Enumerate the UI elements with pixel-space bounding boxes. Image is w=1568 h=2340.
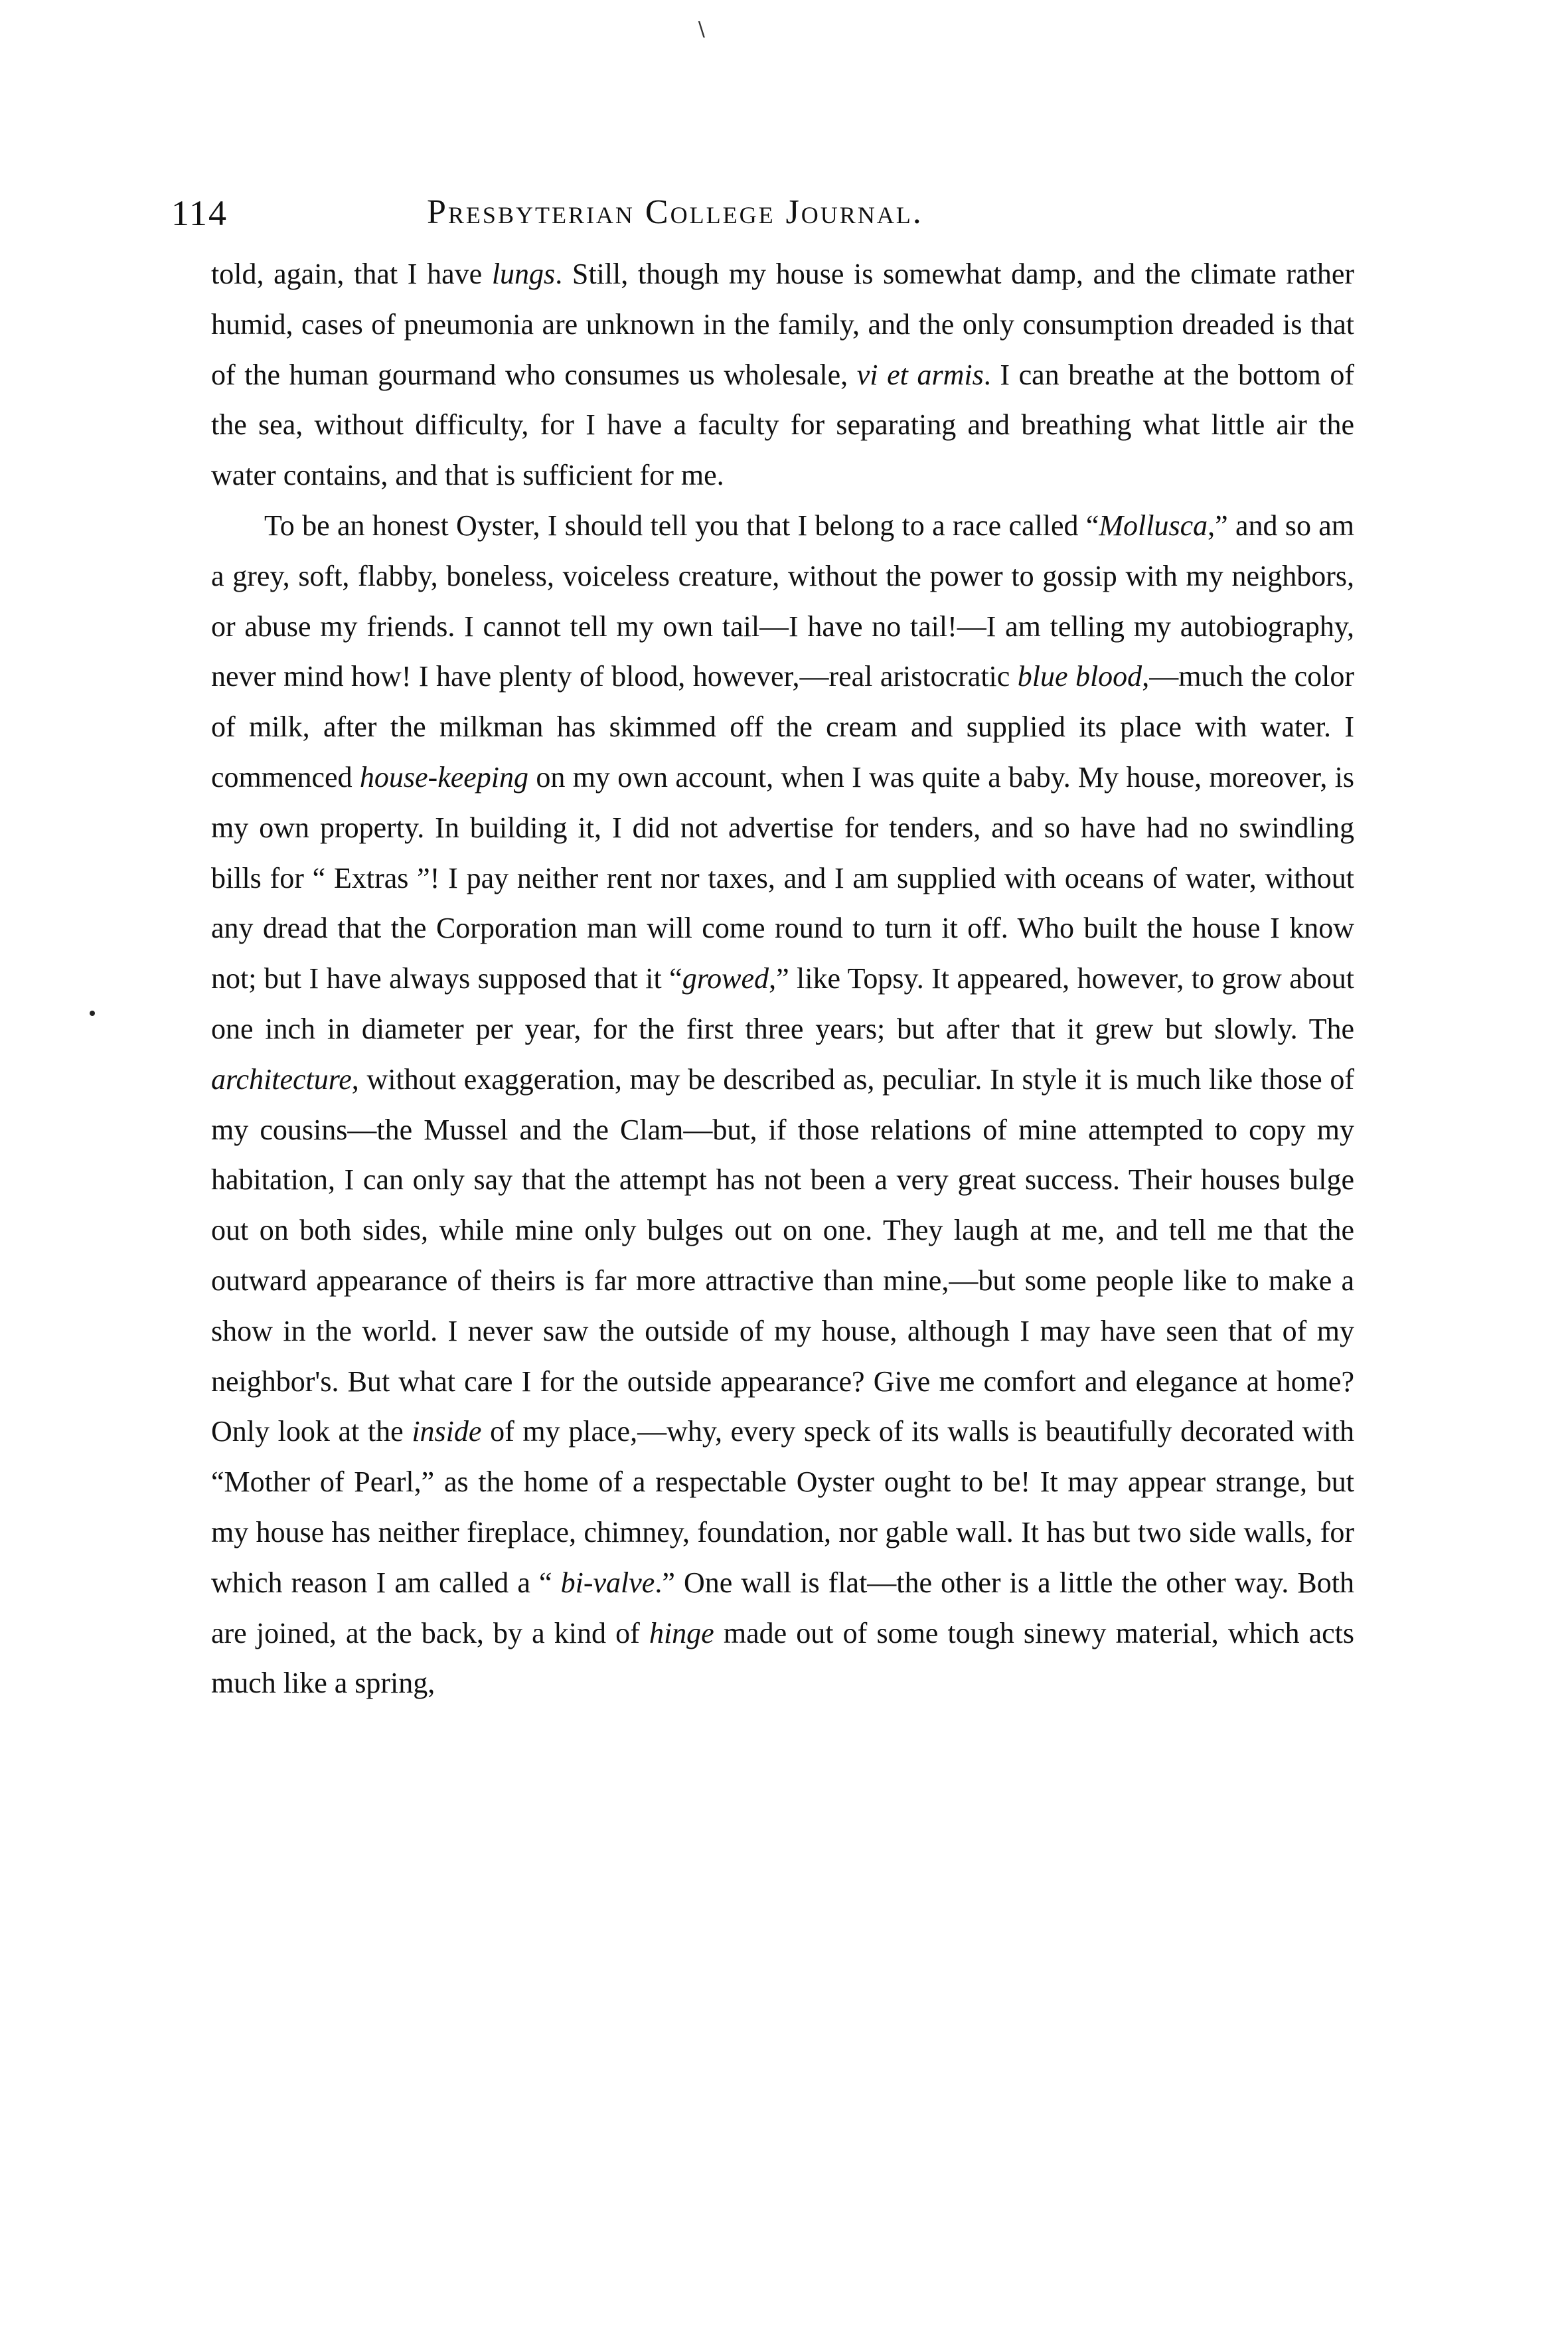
text-run: told, again, that I have xyxy=(211,258,492,290)
text-run: To be an honest Oyster, I should tell you that I belong to a race called “ xyxy=(264,509,1099,542)
stray-ink-mark: ∖ xyxy=(694,19,708,41)
italic-text: growed xyxy=(682,962,769,995)
margin-dot xyxy=(90,1011,95,1016)
text-run: , without exaggeration, may be described as, peculiar. In style it is much like those of my cousins—the Mussel and the Clam—but, if those relations of mine attempted to copy my habitation, I can only say that the attempt has not been a very great success. Their houses bulge out on both sides, while mine only bulges out on one. They laugh at me, and tell me that the outward appearance of theirs is far more attractive than mine,—but some people like to make a show in the world. I never saw the outside of my house, although I may have seen that of my neighbor's. But what care I for the outside appearance? Give me comfort and elegance at home? Only look at the xyxy=(211,1062,1354,1448)
italic-text: blue blood xyxy=(1017,660,1142,693)
text-run: ,” and so am a grey, soft, flabby, boneless, voiceless creature, without the power to gossip with my neighbors, or abuse my friends. I cannot tell my own tail—I have no tail!—I am telling my autobiography, never mind how! I have plenty of blood, however,—real aristocratic xyxy=(211,509,1355,693)
italic-text: lungs xyxy=(491,258,556,290)
italic-text: architecture xyxy=(211,1062,352,1096)
page-header xyxy=(171,193,1101,246)
text-run: .” One wall is flat—the other is a little the other way. Both are joined, at the back, by a kind of xyxy=(211,1566,1355,1649)
body-text xyxy=(211,249,1354,1709)
paragraph xyxy=(211,249,1354,501)
italic-text: bi-valve xyxy=(560,1566,655,1599)
page-number: 114 xyxy=(171,193,228,233)
text-run: on my own account, when I was quite a baby. My house, moreover, is my own property. In building it, I did not advertise for tenders, and so have had no swindling bills for “ Extras ”! I pay neither rent nor taxes, and I am supplied with oceans of water, without any dread that the Corporation man will come round to turn it off. Who built the house I know not; but I have always supposed that it “ xyxy=(211,760,1354,995)
text-run: ,—much the color of milk, after the milkman has skimmed off the cream and supplied its place with water. I commenced xyxy=(211,660,1354,794)
italic-text: vi et armis xyxy=(856,358,984,391)
running-title: Presbyterian College Journal. xyxy=(427,193,923,231)
italic-text: Mollusca xyxy=(1099,509,1208,542)
italic-text: house-keeping xyxy=(359,760,529,794)
text-run: . Still, though my house is somewhat damp, and the climate rather humid, cases of pneumonia are unknown in the family, and the only consumption dreaded is that of the human gourmand who consumes us wholesale, xyxy=(211,258,1354,391)
text-run: of my place,—why, every speck of its walls is beautifully decorated with “Mother of Pearl,” as the home of a respectable Oyster ought to be! It may appear strange, but my house has neither fireplace, chimney, foundation, nor gable wall. It has but two side walls, for which reason I am called a “ xyxy=(211,1415,1354,1599)
text-run: made out of some tough sinewy material, which acts much like a spring, xyxy=(211,1616,1354,1700)
italic-text: inside xyxy=(412,1415,482,1448)
italic-text: hinge xyxy=(649,1616,714,1649)
text-run: . I can breathe at the bottom of the sea, without difficulty, for I have a faculty for separating and breathing what little air the water contains, and that is sufficient for me. xyxy=(211,358,1354,492)
text-run: ,” like Topsy. It appeared, however, to grow about one inch in diameter per year, for the first three years; but after that it grew but slowly. The xyxy=(211,962,1354,1045)
paragraph xyxy=(211,501,1354,1709)
